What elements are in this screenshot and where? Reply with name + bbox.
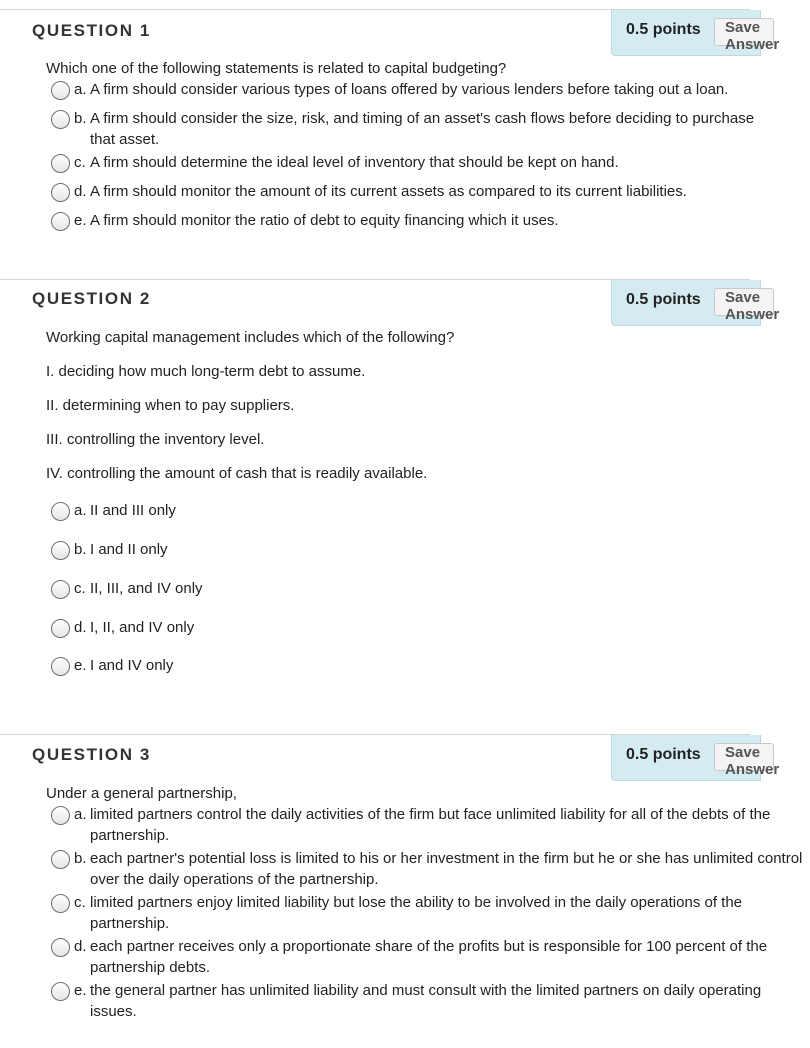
question-text: Under a general partnership, [46, 785, 237, 802]
statement-3: III. controlling the inventory level. [46, 431, 265, 448]
option-letter: d. [74, 183, 87, 200]
statement-2: II. determining when to pay suppliers. [46, 397, 295, 414]
radio-button[interactable] [51, 938, 70, 957]
option-letter: e. [74, 657, 87, 674]
points-panel [611, 10, 780, 56]
option-letter: b. [74, 110, 87, 127]
save-answer-button[interactable]: Save Answer [714, 288, 774, 316]
option-text: I and IV only [90, 657, 174, 674]
option-text: II and III only [90, 502, 176, 519]
option-text: II, III, and IV only [90, 580, 203, 597]
save-answer-button[interactable]: Save Answer [714, 743, 774, 771]
question-title: QUESTION 1 [32, 21, 151, 40]
option-letter: b. [74, 850, 87, 867]
option-text [90, 108, 810, 150]
radio-button[interactable] [51, 850, 70, 869]
option-text-line-2: over the daily operations of the partnership. [90, 871, 379, 888]
question-title: QUESTION 2 [32, 289, 151, 308]
question-title: QUESTION 3 [32, 745, 151, 764]
radio-button[interactable] [51, 894, 70, 913]
radio-button[interactable] [51, 502, 70, 521]
option-letter: c. [74, 894, 86, 911]
save-answer-button[interactable]: Save Answer [714, 18, 774, 46]
option-text [90, 848, 810, 890]
option-text-line-1: each partner's potential loss is limited to his or her investment in the firm but he or she has unlimited control [90, 850, 803, 867]
radio-button[interactable] [51, 619, 70, 638]
question-2 [0, 279, 780, 734]
question-text: Which one of the following statements is related to capital budgeting? [46, 60, 507, 77]
option-text-line-1: limited partners enjoy limited liability but lose the ability to be involved in the daily operations of the [90, 894, 743, 911]
statement-4: IV. controlling the amount of cash that is readily available. [46, 465, 428, 482]
option-text-line-2: partnership debts. [90, 959, 211, 976]
radio-button[interactable] [51, 81, 70, 100]
option-letter: c. [74, 154, 86, 171]
option-letter: c. [74, 580, 86, 597]
option-text [90, 804, 810, 846]
radio-button[interactable] [51, 541, 70, 560]
radio-button[interactable] [51, 212, 70, 231]
question-3 [0, 734, 803, 1048]
option-letter: e. [74, 212, 87, 229]
option-text [90, 936, 810, 978]
option-text: A firm should monitor the ratio of debt to equity financing which it uses. [90, 212, 559, 229]
option-letter: d. [74, 938, 87, 955]
radio-button[interactable] [51, 183, 70, 202]
option-letter: b. [74, 541, 87, 558]
option-text-line-1: each partner receives only a proportionate share of the profits but is responsible for 100 percent of the [90, 938, 768, 955]
option-letter: d. [74, 619, 87, 636]
radio-button[interactable] [51, 982, 70, 1001]
points-panel [611, 735, 780, 781]
option-text-line-1: the general partner has unlimited liability and must consult with the limited partners on daily operating [90, 982, 762, 999]
option-text [90, 892, 810, 934]
radio-button[interactable] [51, 580, 70, 599]
option-text-line-1: limited partners control the daily activities of the firm but face unlimited liability for all of the debts of the [90, 806, 771, 823]
points-panel [611, 280, 780, 326]
option-text: I and II only [90, 541, 168, 558]
radio-button[interactable] [51, 110, 70, 129]
option-text-line-2: that asset. [90, 131, 160, 148]
points-label: 0.5 points [626, 291, 701, 308]
points-label: 0.5 points [626, 21, 701, 38]
option-letter: a. [74, 806, 87, 823]
option-text-line-1: A firm should consider the size, risk, and timing of an asset's cash flows before deciding to purchase [90, 110, 755, 127]
option-letter: e. [74, 982, 87, 999]
option-letter: a. [74, 502, 87, 519]
option-letter: a. [74, 81, 87, 98]
option-text-line-2: partnership. [90, 827, 170, 844]
points-label: 0.5 points [626, 746, 701, 763]
radio-button[interactable] [51, 154, 70, 173]
option-text-line-2: issues. [90, 1003, 137, 1020]
statement-1: I. deciding how much long-term debt to assume. [46, 363, 366, 380]
option-text: A firm should consider various types of loans offered by various lenders before taking out a loan. [90, 81, 729, 98]
radio-button[interactable] [51, 657, 70, 676]
radio-button[interactable] [51, 806, 70, 825]
option-text [90, 980, 810, 1022]
option-text-line-2: partnership. [90, 915, 170, 932]
question-1 [0, 9, 780, 279]
option-text: A firm should determine the ideal level of inventory that should be kept on hand. [90, 154, 619, 171]
option-text: A firm should monitor the amount of its current assets as compared to its current liabilities. [90, 183, 687, 200]
question-text: Working capital management includes which of the following? [46, 329, 455, 346]
option-text: I, II, and IV only [90, 619, 195, 636]
